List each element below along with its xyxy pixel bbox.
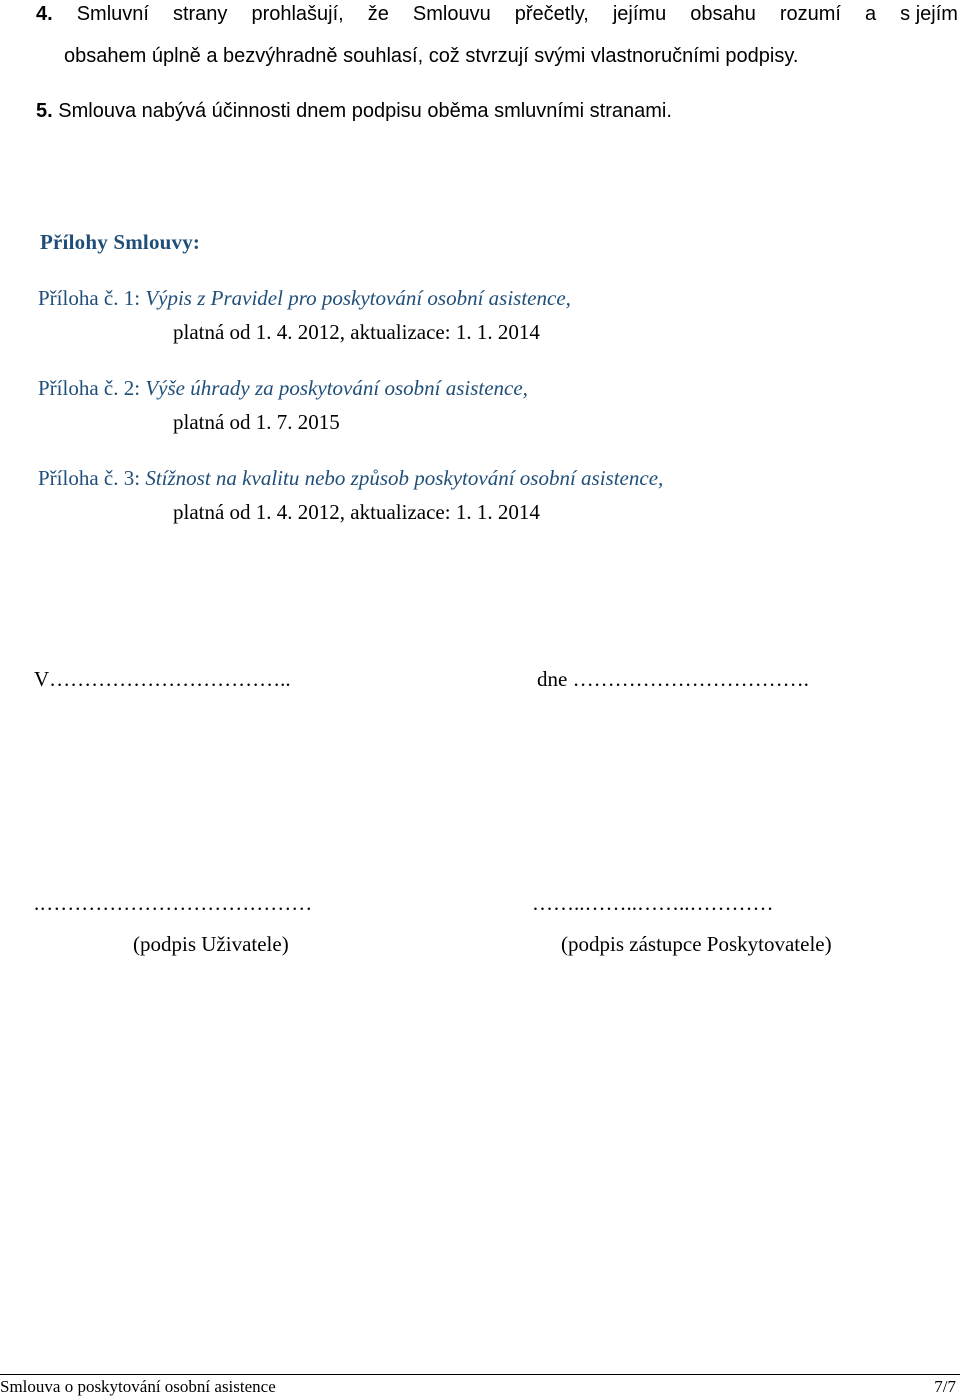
clause-4-number: 4. (36, 3, 53, 25)
clause-4-word: Smlouvu (412, 3, 491, 25)
annex-1 (38, 285, 571, 311)
clause-4-word: s jejím (900, 3, 958, 25)
place-field: V…………………………….. (34, 667, 291, 691)
annex-3-title: Stížnost na kvalitu nebo způsob poskytování osobní asistence, (145, 466, 664, 490)
user-signature-line: .………………………………… (34, 891, 313, 915)
annexes-heading: Přílohy Smlouvy: (40, 230, 201, 254)
clause-4-line-1 (36, 2, 958, 26)
clause-4-word: přečetly, (514, 3, 589, 25)
clause-4-word: rozumí (779, 3, 841, 25)
user-signature-caption: (podpis Uživatele) (133, 932, 289, 956)
page-number: 7/7 (934, 1377, 956, 1396)
clause-5 (36, 99, 672, 123)
clause-4-word: Smluvní (76, 3, 149, 25)
annex-2-validity: platná od 1. 7. 2015 (173, 410, 340, 434)
annex-2-title: Výše úhrady za poskytování osobní asistence, (145, 376, 528, 400)
clause-4-line-2: obsahem úplně a bezvýhradně souhlasí, což stvrzují svými vlastnoručními podpisy. (64, 45, 799, 67)
annex-1-label: Příloha č. 1: (38, 286, 141, 310)
footer-divider (0, 1374, 960, 1375)
date-field: dne ……………………………. (537, 667, 809, 691)
clause-4-word: obsahu (690, 3, 756, 25)
clause-4-word: že (367, 3, 389, 25)
annex-1-validity: platná od 1. 4. 2012, aktualizace: 1. 1. 2014 (173, 320, 540, 344)
clause-4-word: strany (172, 3, 228, 25)
annex-3-validity: platná od 1. 4. 2012, aktualizace: 1. 1. 2014 (173, 500, 540, 524)
footer-title: Smlouva o poskytování osobní asistence (0, 1377, 276, 1396)
provider-signature-line: ……..……..……..………… (532, 891, 774, 915)
provider-signature-caption: (podpis zástupce Poskytovatele) (561, 932, 832, 956)
annex-3 (38, 465, 663, 491)
clause-4-word: a (865, 3, 877, 25)
clause-4-word: jejímu (612, 3, 667, 25)
clause-4-word: prohlašují, (251, 3, 344, 25)
annex-3-label: Příloha č. 3: (38, 466, 141, 490)
clause-5-number: 5. (36, 100, 53, 122)
annex-1-title: Výpis z Pravidel pro poskytování osobní asistence, (145, 286, 571, 310)
annex-2-label: Příloha č. 2: (38, 376, 141, 400)
annex-2 (38, 375, 528, 401)
clause-5-text: Smlouva nabývá účinnosti dnem podpisu oběma smluvními stranami. (58, 100, 672, 122)
